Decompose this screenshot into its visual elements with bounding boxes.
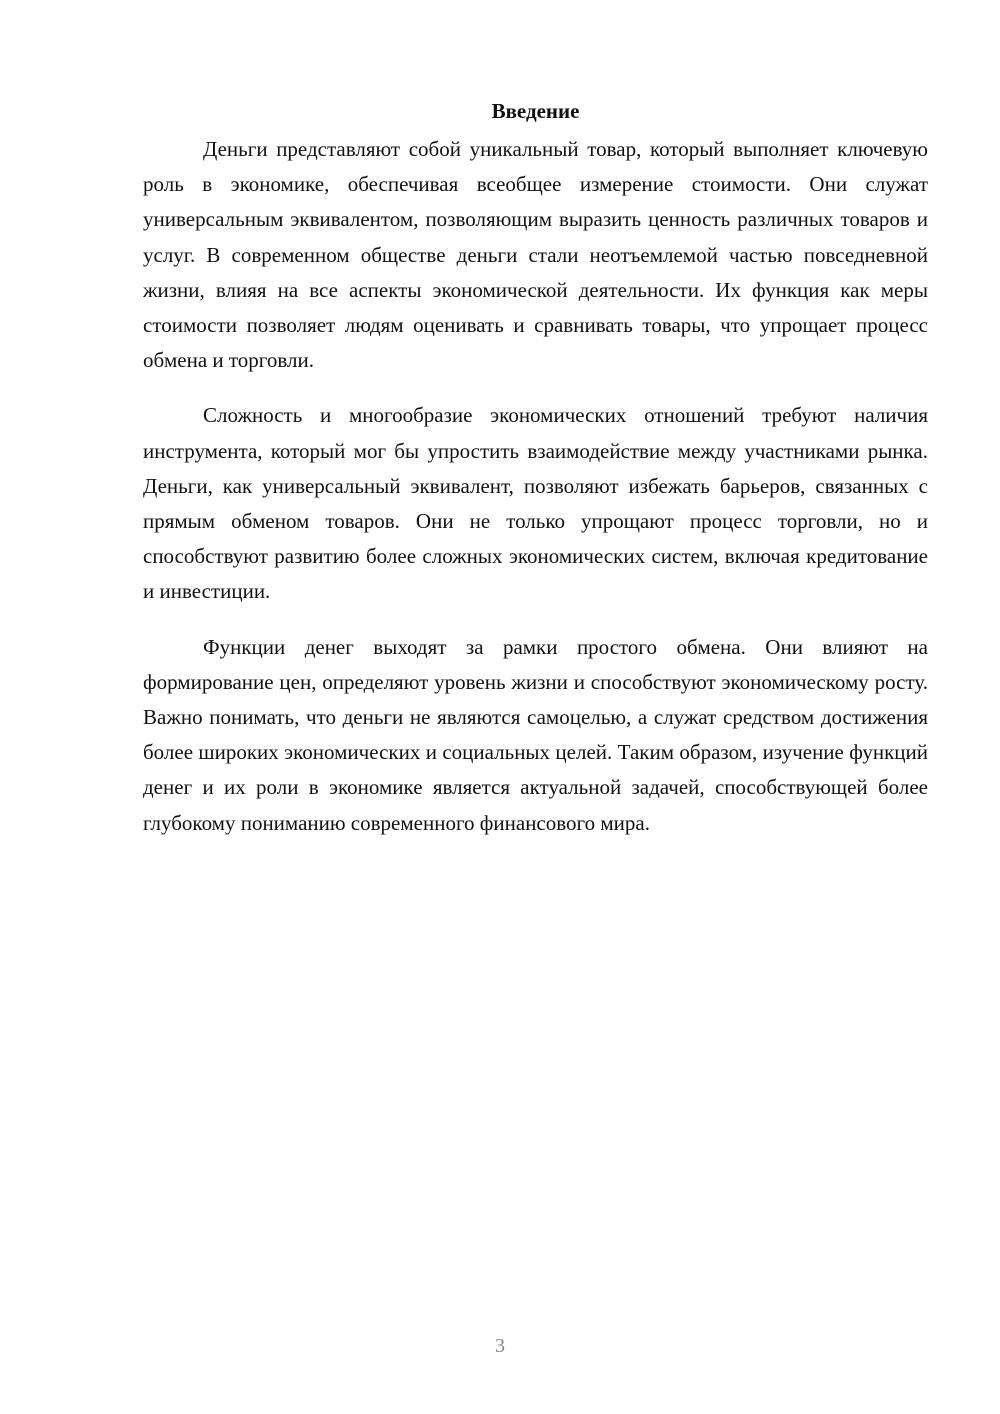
paragraph-3: Функции денег выходят за рамки простого обмена. Они влияют на формирование цен, определяют уровень жизни и способствуют экономическому росту. Важно понимать, что деньги не являются самоцелью, а служат средством достижения более широких экономических и социальных целей. Таким образом, изучение функций денег и их роли в экономике является актуальной задачей, способствующей более глубокому пониманию современного финансового мира.	[143, 634, 928, 835]
section-title: Введение	[491, 99, 580, 123]
paragraph-1: Деньги представляют собой уникальный товар, который выполняет ключевую роль в экономике, обеспечивая всеобщее измерение стоимости. Они служат универсальным эквивалентом, позволяющим выразить ценность различных товаров и услуг. В современном обществе деньги стали неотъемлемой частью повседневной жизни, влияя на все аспекты экономической деятельности. Их функция как меры стоимости позволяет людям оценивать и сравнивать товары, что упрощает процесс обмена и торговли.	[143, 137, 928, 373]
page-content	[143, 96, 928, 861]
paragraph-2: Сложность и многообразие экономических отношений требуют наличия инструмента, который мог бы упростить взаимодействие между участниками рынка. Деньги, как универсальный эквивалент, позволяют избежать барьеров, связанных с прямым обменом товаров. Они не только упрощают процесс торговли, но и способствуют развитию более сложных экономических систем, включая кредитование и инвестиции.	[143, 403, 928, 604]
page-number: 3	[495, 1335, 505, 1357]
